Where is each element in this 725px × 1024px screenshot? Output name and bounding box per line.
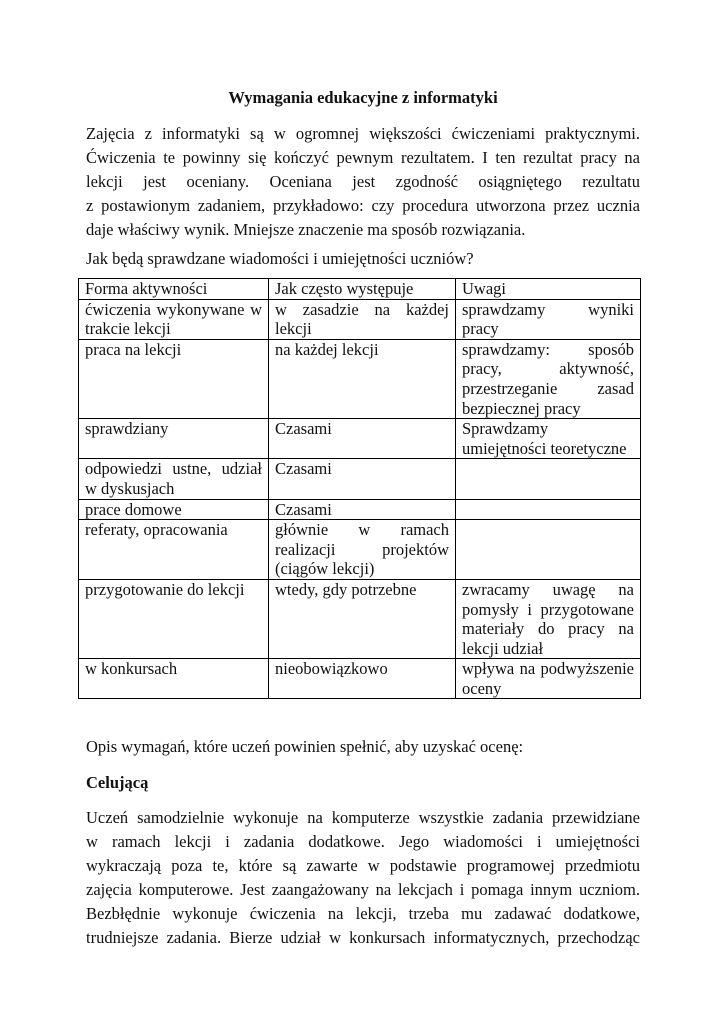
table-header-row (79, 279, 641, 300)
requirements-intro: Opis wymagań, które uczeń powinien spełnić, aby uzyskać ocenę: (86, 737, 524, 757)
table-cell: zwracamy uwagę na pomysły i przygotowane materiały do pracy na lekcji udział (456, 579, 641, 658)
table-cell: praca na lekcji (79, 339, 269, 418)
table-row (79, 419, 641, 459)
table-cell: wtedy, gdy potrzebne (269, 579, 456, 658)
assessment-table (78, 278, 641, 699)
table-row (79, 579, 641, 658)
table-cell: w zasadzie na każdej lekcji (269, 299, 456, 339)
table-cell: w konkursach (79, 659, 269, 699)
table-row (79, 499, 641, 520)
table-cell: na każdej lekcji (269, 339, 456, 418)
table-cell: Czasami (269, 419, 456, 459)
table-row (79, 339, 641, 418)
table-cell: Sprawdzamy umiejętności teoretyczne (456, 419, 641, 459)
grade-line: Uczeń samodzielnie wykonuje na komputerze wszystkie zadania przewidziane (86, 808, 640, 828)
table-header-cell: Uwagi (456, 279, 641, 300)
intro-paragraph (86, 122, 640, 242)
table-row (79, 520, 641, 580)
table-cell: prace domowe (79, 499, 269, 520)
intro-line: Ćwiczenia te powinny się kończyć pewnym rezultatem. I ten rezultat pracy na (86, 148, 640, 167)
table-cell: ćwiczenia wykonywane w trakcie lekcji (79, 299, 269, 339)
table-row (79, 299, 641, 339)
assessment-question: Jak będą sprawdzane wiadomości i umiejętności uczniów? (86, 249, 474, 268)
document-page (86, 88, 640, 950)
intro-line: z postawionym zadaniem, przykładowo: czy procedura utworzona przez ucznia (86, 196, 640, 215)
table-cell: referaty, opracowania (79, 520, 269, 580)
table-row (79, 659, 641, 699)
table-cell: sprawdzamy: sposób pracy, aktywność, przestrzeganie zasad bezpiecznej pracy (456, 339, 641, 418)
grade-line: trudniejsze zadania. Bierze udział w konkursach informatycznych, przechodząc (86, 928, 640, 948)
table-cell: Czasami (269, 459, 456, 499)
grade-heading: Celującą (86, 773, 149, 793)
table-cell: Czasami (269, 499, 456, 520)
table-cell: sprawdziany (79, 419, 269, 459)
table-cell (456, 499, 641, 520)
table-cell: sprawdzamy wyniki pracy (456, 299, 641, 339)
table-cell: odpowiedzi ustne, udział w dyskusjach (79, 459, 269, 499)
grade-line: Bezbłędnie wykonuje ćwiczenia na lekcji, trzeba mu zadawać dodatkowe, (86, 904, 640, 924)
table-cell: nieobowiązkowo (269, 659, 456, 699)
table-row (79, 459, 641, 499)
table-header-cell: Forma aktywności (79, 279, 269, 300)
table-cell: wpływa na podwyższenie oceny (456, 659, 641, 699)
table-cell (456, 459, 641, 499)
table-header-cell: Jak często występuje (269, 279, 456, 300)
document-title: Wymagania edukacyjne z informatyki (228, 88, 498, 107)
intro-line: lekcji jest oceniany. Oceniana jest zgodność osiągniętego rezultatu (86, 172, 640, 191)
table-cell (456, 520, 641, 580)
table-cell: głównie w ramach realizacji projektów (ciągów lekcji) (269, 520, 456, 580)
grade-paragraph (86, 806, 640, 950)
intro-line: daje właściwy wynik. Mniejsze znaczenie ma sposób rozwiązania. (86, 220, 526, 239)
grade-line: zajęcia komputerowe. Jest zaangażowany na lekcjach i pomaga innym uczniom. (86, 880, 640, 900)
intro-line: Zajęcia z informatyki są w ogromnej większości ćwiczeniami praktycznymi. (86, 124, 640, 143)
grade-line: wykraczają poza te, które są zawarte w podstawie programowej przedmiotu (86, 856, 640, 876)
table-cell: przygotowanie do lekcji (79, 579, 269, 658)
grade-line: w ramach lekcji i zadania dodatkowe. Jego wiadomości i umiejętności (86, 832, 640, 852)
